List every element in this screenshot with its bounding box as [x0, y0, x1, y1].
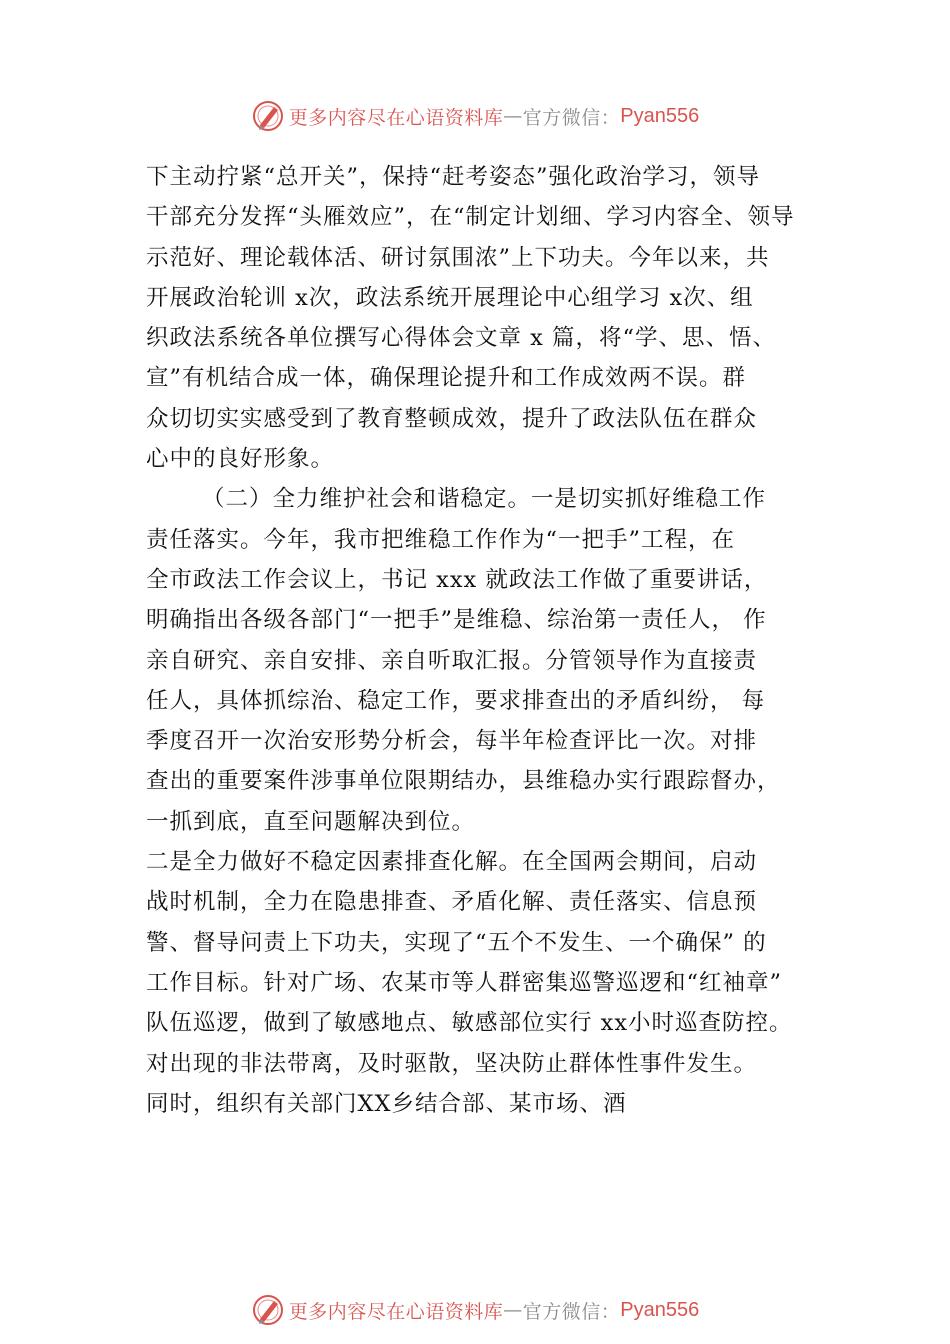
text-line: 责任落实。今年，我市把维稳工作作为“一把手”工程，在 [146, 526, 736, 553]
watermark-channel: 官方微信： [522, 1300, 621, 1323]
text-line: 心中的良好形象。 [146, 446, 335, 473]
pen-logo-icon [251, 1293, 285, 1327]
watermark-brand: 更多内容尽在心语资料库 [288, 1300, 504, 1323]
body-text [146, 157, 846, 1124]
text-line: 警、督导问责上下功夫，实现了“五个不发生、一个确保” 的 [146, 929, 767, 956]
text-line: 宣”有机结合成一体，确保理论提升和工作成效两不误。群 [146, 365, 747, 392]
text-line: 一抓到底，直至问题解决到位。 [146, 808, 476, 835]
text-line: 任人，具体抓综治、稳定工作，要求排查出的矛盾纠纷， 每 [146, 687, 766, 714]
text-line: 明确指出各级各部门“一把手”是维稳、综治第一责任人， 作 [146, 607, 767, 634]
text-line: 织政法系统各单位撰写心得体会文章 x 篇，将“学、思、悟、 [146, 325, 776, 352]
text-line: 查出的重要案件涉事单位限期结办，县维稳办实行跟踪督办， [146, 768, 781, 795]
text-line: 队伍巡逻，做到了敏感地点、敏感部位实行 xx小时巡查防控。 [146, 1010, 793, 1037]
text-line: 同时，组织有关部门XX乡结合部、某市场、酒 [146, 1090, 627, 1117]
text-line: 季度召开一次治安形势分析会，每半年检查评比一次。对排 [146, 728, 758, 755]
text-line: 示范好、理论载体活、研讨氛围浓”上下功夫。今年以来，共 [146, 244, 770, 271]
header-watermark [0, 96, 950, 136]
text-line: 全市政法工作会议上，书记 xxx 就政法工作做了重要讲话， [146, 566, 768, 593]
text-line: 工作目标。针对广场、农某市等人群密集巡警巡逻和“红袖章” [146, 969, 783, 996]
text-line: 开展政治轮训 x次，政法系统开展理论中心组学习 x次、组 [146, 284, 754, 311]
watermark-brand: 更多内容尽在心语资料库 [288, 106, 504, 129]
watermark-separator: — [503, 105, 523, 127]
watermark-separator: — [503, 1299, 523, 1321]
watermark-channel: 官方微信： [522, 106, 621, 129]
pen-logo-icon [251, 99, 285, 133]
text-line: 对出现的非法带离，及时驱散，坚决防止群体性事件发生。 [146, 1050, 758, 1077]
text-line: 战时机制，全力在隐患排查、矛盾化解、责任落实、信息预 [146, 889, 758, 916]
text-line: 干部充分发挥“头雁效应”，在“制定计划细、学习内容全、领导 [146, 204, 795, 231]
text-line: 亲自研究、亲自安排、亲自听取汇报。分管领导作为直接责 [146, 647, 758, 674]
footer-watermark [0, 1290, 950, 1330]
text-line: 二是全力做好不稳定因素排查化解。在全国两会期间，启动 [146, 849, 758, 876]
text-line: 下主动拧紧“总开关”，保持“赶考姿态”强化政治学习，领导 [146, 164, 761, 190]
watermark-id: Pyan556 [620, 104, 700, 127]
watermark-id: Pyan556 [620, 1298, 700, 1321]
section-heading-line: （二）全力维护社会和谐稳定。一是切实抓好维稳工作 [202, 486, 767, 513]
text-line: 众切切实实感受到了教育整顿成效，提升了政法队伍在群众 [146, 405, 758, 432]
